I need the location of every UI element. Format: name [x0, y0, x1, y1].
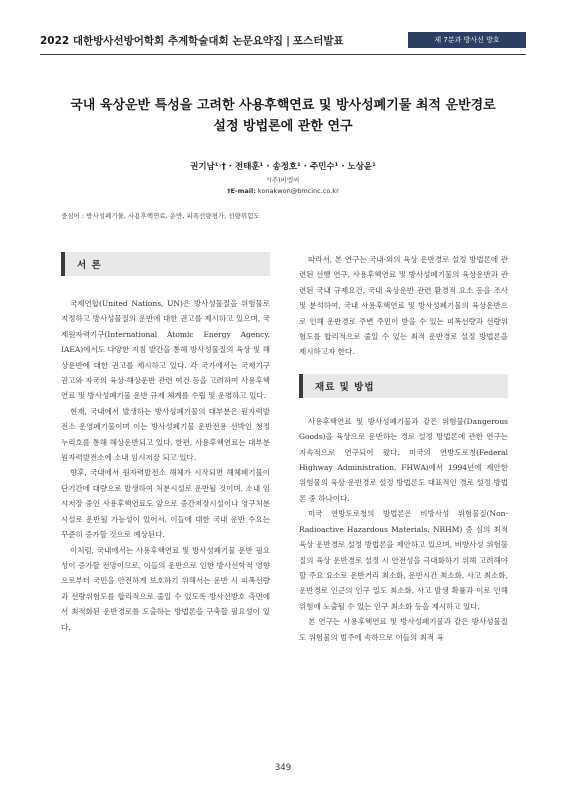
keywords: 중심어 : 방사성폐기물, 사용후핵연료, 운반, 피폭선량평가, 선량위험도	[61, 212, 260, 220]
intro-paragraph-2: 현재, 국내에서 발생하는 방사성폐기물의 대부분은 원자력발전소 운영폐기물이며 이는 방사성폐기물 운반전용 선박인 청정누리호를 통해 해상운반되고 있다. 한편, 사용후핵연료는 대부분 원자력발전소에 소내 임시저장 되고 있다.	[61, 406, 270, 463]
section-heading-intro: 서 론	[61, 252, 270, 276]
methods-paragraph-3: 본 연구는 사용후핵연료 및 방사성폐기물과 같은 방사성물질도 위험물의 범주에 속하므로 이들의 최적 육	[299, 617, 508, 642]
header-separator: |	[286, 35, 290, 47]
author-list: 권기남¹˒† · 전태훈¹ · 송정호¹ · 주민수¹ · 노상윤¹	[190, 162, 376, 172]
section-heading-methods: 재료 및 방법	[299, 374, 508, 398]
running-header	[40, 30, 526, 52]
email-address: konakwon@bmcinc.co.kr	[257, 187, 339, 195]
header-title	[40, 33, 344, 48]
methods-paragraph-2: 미국 연방도로청의 방법론은 비방사성 위험물질(Non-Radioactive Hazardous Materials, NRHM) 중 심의 최적 육상 운반경로 설정 방법론을 제안하고 있으며, 비방사성 위험물질의 육상 운반경로 설정 시 안전성을 극대화하기 위해 고려해야 할 주요 요소로 운반거리 최소화, 운반시간 최소화, 사고 최소화, 운반경로 인근의 인구 밀도 최소화, 사고 발생 확률과 이로 인해 위험에 노출될 수 있는 인구 최소화 등을 제시하고 있다.	[299, 509, 508, 611]
paper-title	[40, 95, 526, 137]
right-column	[299, 252, 508, 645]
paper-title-line-2: 설정 방법론에 관한 연구	[213, 119, 353, 134]
email-label: †E-mail:	[227, 187, 256, 195]
intro-paragraph-3: 향후, 국내에서 원자력발전소 해체가 시작되면 해체폐기물이 단기간에 대량으로 발생하여 처분시설로 운반될 것이며, 소내 임시저장 중인 사용후핵연료도 앞으로 중간저장시설이나 영구처분시설로 운반될 가능성이 있어서, 이들에 대한 국내 운반 수요는 꾸준히 증가할 것으로 예상된다.	[61, 468, 270, 540]
left-column	[61, 252, 270, 635]
contact-email	[40, 187, 526, 195]
session-badge: 제 7분과 방사선 방호	[408, 32, 526, 48]
affiliation: ¹(주)비엠씨	[266, 176, 300, 184]
header-section: 포스터발표	[292, 35, 344, 47]
header-divider	[40, 54, 526, 55]
intro-paragraph-5: 따라서, 본 연구는 국내·외의 육상 운반경로 설정 방법론에 관련된 선행 연구, 사용후핵연료 및 방사성폐기물의 육상운반과 관련된 국내 규제요건, 국내 육상운반 관련 환경적 요소 등을 조사 및 분석하여, 국내 사용후핵연료 및 방사성폐기물의 육상운반으로 인해 운반경로 주변 주민이 받을 수 있는 피폭선량과 선량위험도를 합리적으로 줄일 수 있는 최적 운반경로 설정 방법론을 제시하고자 한다.	[299, 255, 508, 357]
page-number: 349	[274, 763, 292, 773]
header-proceedings: 추계학술대회 논문요약집	[167, 35, 284, 47]
header-conference: 2022 대한방사선방어학회	[40, 35, 165, 47]
intro-paragraph-4: 이처럼, 국내에서는 사용후핵연료 및 방사성폐기물 운반 필요성이 증가할 전망이므로, 이들의 운반으로 인한 방사선학적 영향으로부터 국민을 안전하게 보호하기 위해서는 운반 시 피폭선량과 선량위험도를 합리적으로 줄일 수 있도록 방사선방호 측면에서 최적화된 운반경로를 도출하는 방법론을 구축할 필요성이 있다.	[61, 545, 270, 632]
methods-paragraph-1: 사용후핵연료 및 방사성폐기물과 같은 위험물(Dangerous Goods)을 육상으로 운반하는 경로 설정 방법론에 관한 연구는 지속적으로 연구되어 왔다. 미국의 연방도로청(Federal Highway Administration, FHWA)에서 1994년에 제안한 위험물의 육상 운반경로 설정 방법론도 대표적인 경로 설정 방법론 중 하나이다.	[299, 416, 508, 503]
paper-title-line-1: 국내 육상운반 특성을 고려한 사용후핵연료 및 방사성폐기물 최적 운반경로	[70, 98, 496, 113]
intro-paragraph-1: 국제연합(United Nations, UN)은 방사성물질을 위험물로 지정하고 방사성물질의 운반에 대한 권고를 제시하고 있으며, 국제원자력기구(International Atomic Energy Agency, IAEA)에서도 다양한 지침 발간을 통해 방사성물질의 육상 및 해상운반에 대한 권고를 제시하고 있다. 각 국가에서는 국제기구 권고와 자국의 육상·해상운반 관련 여건 등을 고려하여 사용후핵연료 및 방사성폐기물 운반 규제 체계를 수립 및 운영하고 있다.	[61, 299, 270, 401]
